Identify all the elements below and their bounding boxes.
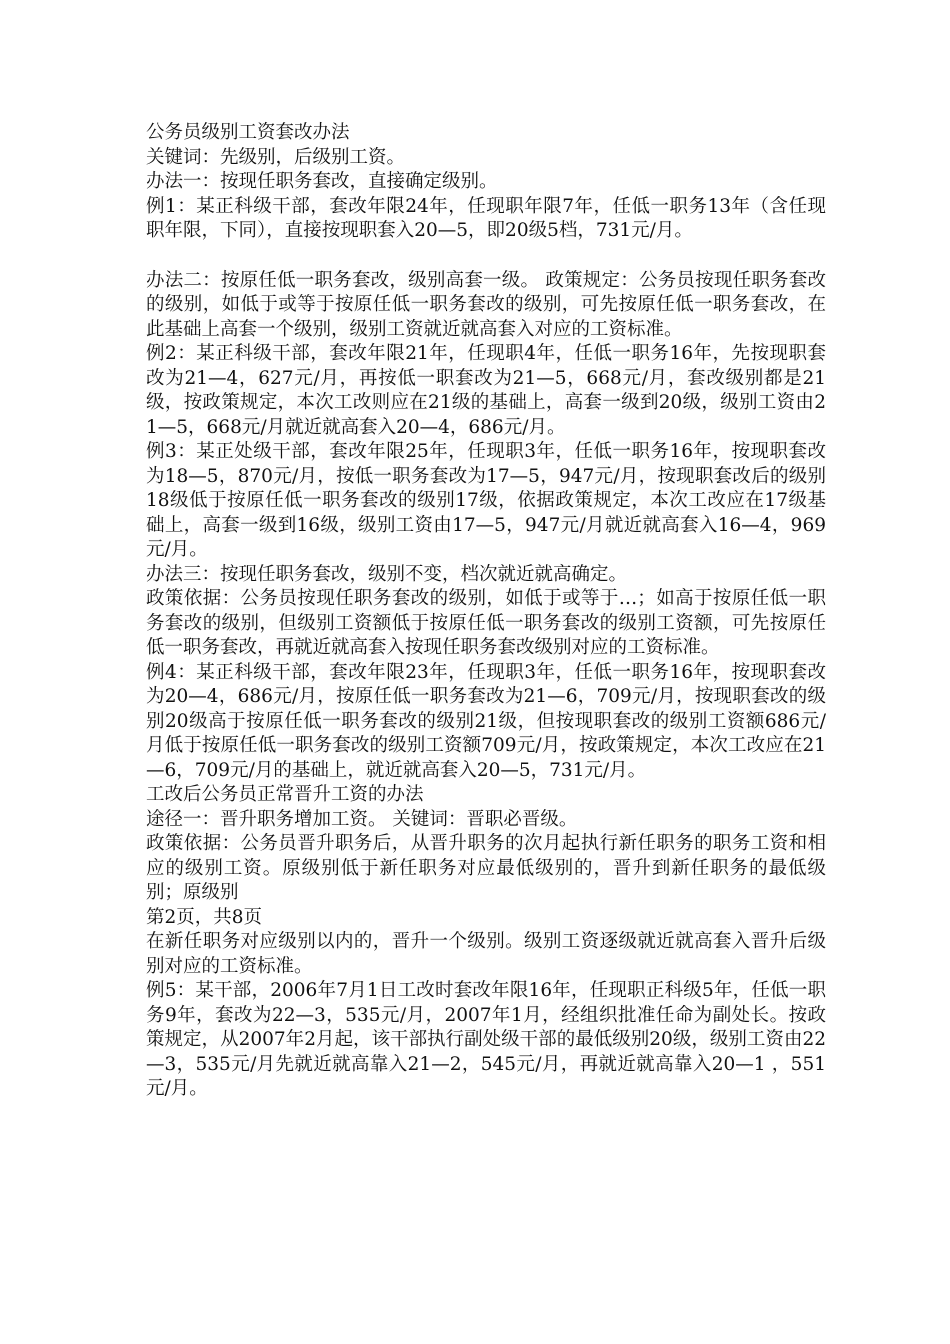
method-one-heading: 办法一：按现任职务套改，直接确定级别。 <box>146 171 498 192</box>
example-3: 例3：某正处级干部，套改年限25年，任现职3年，任低一职务16年，按现职套改为18—5，870元/月，按低一职务套改为17—5，947元/月，按现职套改后的级别18级低于按原任低一职务套改的级别17级，依据政策规定，本次工改应在17级基础上，高套一级到16级，级别工资由17—5，947元/月就近就高套入16—4，969元/月。 <box>146 441 826 560</box>
route-one-line: 途径一：晋升职务增加工资。 关键词：晋职必晋级。 <box>146 808 578 830</box>
page-indicator: 第2页，共8页 <box>146 906 263 928</box>
example-1: 例1：某正科级干部，套改年限24年，任现职年限7年，任低一职务13年（含任现职年限，下同），直接按现职套入20—5，即20级5档，731元/月。 <box>146 195 826 241</box>
promotion-section-heading: 工改后公务员正常晋升工资的办法 <box>146 784 424 805</box>
method-two-paragraph: 办法二：按原任低一职务套改，级别高套一级。 政策规定：公务员按现任职务套改的级别，如低于或等于按原任低一职务套改的级别，可先按原任低一职务套改，在此基础上高套一个级别，级别工资就近就高套入对应的工资标准。 <box>146 269 826 340</box>
document-title: 公务员级别工资套改办法 <box>146 122 350 143</box>
promotion-policy-continued: 在新任职务对应级别以内的，晋升一个级别。级别工资逐级就近就高套入晋升后级别对应的工资标准。 <box>146 931 826 977</box>
example-4: 例4：某正科级干部，套改年限23年，任现职3年，任低一职务16年，按现职套改为20—4，686元/月，按原任低一职务套改为21—6，709元/月，按现职套改的级别20级高于按原任低一职务套改的级别21级，但按现职套改的级别工资额686元/月低于按原任低一职务套改的级别工资额709元/月，按政策规定，本次工改应在21—6，709元/月的基础上，就近就高套入20—5，731元/月。 <box>146 661 826 781</box>
example-5: 例5：某干部，2006年7月1日工改时套改年限16年，任现职正科级5年，任低一职务9年，套改为22—3，535元/月，2007年1月，经组织批准任命为副处长。按政策规定，从2007年2月起，该干部执行副处级干部的最低级别20级，级别工资由22—3，535元/月先就近就高靠入21—2，545元/月，再就近就高靠入20—1 ，551元/月。 <box>146 980 826 1099</box>
keyword-line: 关键词：先级别，后级别工资。 <box>146 146 406 168</box>
policy-basis-paragraph: 政策依据：公务员按现任职务套改的级别，如低于或等于…；如高于按原任低一职务套改的级别，但级别工资额低于按原任低一职务套改的级别工资额，可先按原任低一职务套改，再就近就高套入按现任职务套改级别对应的工资标准。 <box>146 588 826 658</box>
promotion-policy-paragraph: 政策依据：公务员晋升职务后，从晋升职务的次月起执行新任职务的职务工资和相应的级别工资。原级别低于新任职务对应最低级别的，晋升到新任职务的最低级别；原级别 <box>146 833 826 903</box>
document-body <box>146 121 826 1102</box>
example-2: 例2：某正科级干部，套改年限21年，任现职4年，任低一职务16年，先按现职套改为21—4，627元/月，再按低一职套改为21—5，668元/月，套改级别都是21级，按政策规定，本次工改则应在21级的基础上，高套一级到20级，级别工资由21—5，668元/月就近就高套入20—4，686元/月。 <box>146 343 826 438</box>
method-three-heading: 办法三：按现任职务套改，级别不变，档次就近就高确定。 <box>146 563 628 585</box>
